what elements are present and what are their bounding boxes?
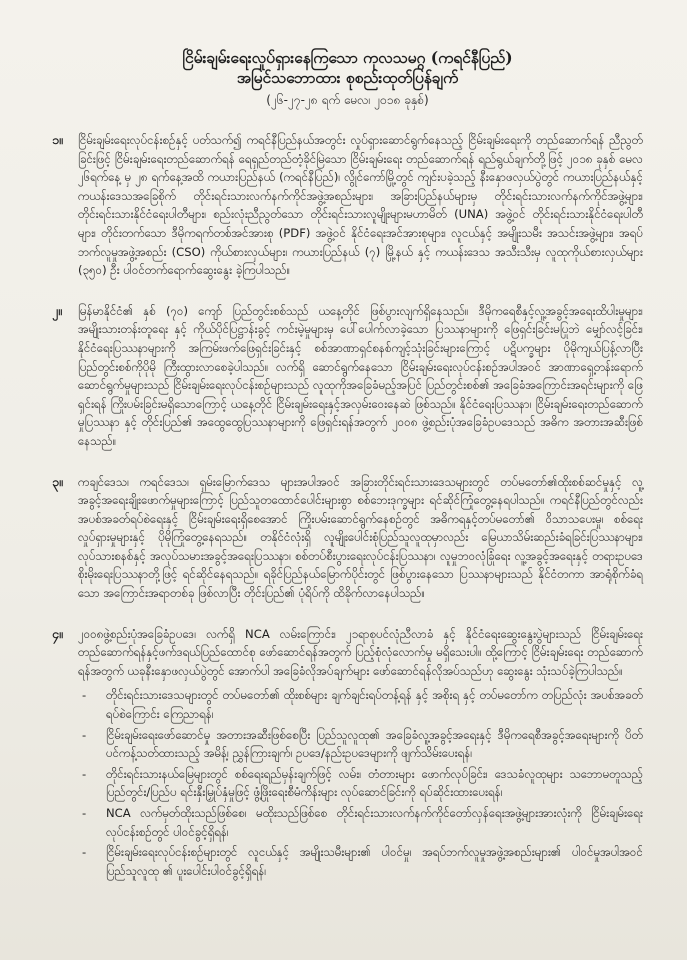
paragraph-1	[52, 131, 643, 280]
list-item	[78, 843, 643, 880]
bullet-marker: -	[82, 727, 87, 742]
paragraph-text: မြန်မာနိုင်ငံ၏ နှစ် (၇၀) ကျော် ပြည်တွင်းစစ်သည် ယနေ့တိုင် ဖြစ်ပွားလျက်ရှိနေသည်။ ဒီမိုကရေစီနှင့်လူ့အခွင့်အရေးထိပါးမှုများ၊ အမျိုးသားတန်းတူရေး နှင့် ကိုယ်ပိုင်ပြဋ္ဌာန်းခွင့် ကင်းမဲ့မှုများမှ ပေါ်ပေါက်လာခဲ့သော ပြဿနာများကို ဖြေရှင်းခြင်းမပြုဘဲ မျှော်လင့်ခြင်း၊ နိုင်ငံရေးပြဿနာများကို အကြမ်းဖက်ဖြေရှင်းခြင်းနှင့် စစ်အာဏာရှင်စနစ်ကျင့်သုံးခြင်းများကြောင့် ပဋိပက္ခများ ပိုမိုကျယ်ပြန့်လာပြီး ပြည်တွင်းစစ်ကိုပိုမို ကြီးထွားလာစေခဲ့ပါသည်။ လက်ရှိ ဆောင်ရွက်နေသော ငြိမ်းချမ်းရေးလုပ်ငန်းစဉ်အပါအဝင် အာဏာရှေ့တန်းရောက်ဆောင်ရွက်မှုများသည် ငြိမ်းချမ်းရေးလုပ်ငန်းစဉ်များသည် လူထုကိုအခြေခံမည့်အပြင် ပြည်တွင်းစစ်၏ အခြေခံအကြောင်းအရင်းများကို ဖြေရှင်းရန် ကြိုးပမ်းခြင်းမရှိသောကြောင့် ယနေ့တိုင် ငြိမ်းချမ်းရေးနှင့်အလှမ်းဝေးနေဆဲ ဖြစ်သည်။ နိုင်ငံရေးပြဿနာ၊ ငြိမ်းချမ်းရေးတည်ဆောက်မှုပြဿနာ နှင့် တိုင်းပြည်၏ အထွေထွေပြဿနာများကို ဖြေရှင်းရန်အတွက် ၂၀၀၈ ဖွဲ့စည်းပုံအခြေခံဥပဒေသည် အဓိက အတားအဆီးဖြစ်နေသည်။	[78, 303, 643, 448]
document-subtitle: အမြင်သဘောထား စုစည်းထုတ်ပြန်ချက်	[236, 68, 459, 87]
paragraph-number: ၁။	[52, 132, 63, 147]
list-item-text: တိုင်းရင်းသားဒေသများတွင် တပ်မတော်၏ ထိုးစစ်များ ချက်ချင်းရပ်တန့်ရန် နှင့် အစိုးရ နှင့် တပ်မတော်က တပြည်လုံး အပစ်အခတ်ရပ်စဲကြောင်း ကြေညာရန်၊	[106, 688, 643, 722]
list-item-text: တိုင်းရင်းသားနယ်မြေများတွင် စစ်ရေးရည်မှန်းချက်ဖြင့် လမ်း၊ တံတားများ ဖောက်လုပ်ခြင်း၊ ဒေသခံလူထုများ သဘောမတူသည့် ပြည်တွင်း/ပြည်ပ ရင်းနှီးမြှုပ်နှံမှုဖြင့် ဖွံ့ဖြိုးရေးစီမံကိန်းများ လုပ်ဆောင်ခြင်းကို ရပ်ဆိုင်းထားပေးရန်၊	[106, 766, 643, 800]
paragraph-text: ကချင်ဒေသ၊ ကရင်ဒေသ၊ ရှမ်းမြောက်ဒေသ များအပါအဝင် အခြားတိုင်းရင်းသားဒေသများတွင် တပ်မတော်၏ထိုးစစ်ဆင်မှုနှင့် လူ့အခွင့်အရေးချိုးဖောက်မှုများကြောင့် ပြည်သူတထောင်ပေါင်းများစွာ စစ်ဘေးဒုက္ခများ ရင်ဆိုင်ကြုံတွေ့နေရပါသည်။ ကရင်နီပြည်တွင်လည်း အပစ်အခတ်ရပ်စဲရေးနှင့် ငြိမ်းချမ်းရေးရှိစေအောင် ကြိုးပမ်းဆောင်ရွက်နေစဉ်တွင် အဓိကရနှင့်တပ်မတော်၏ ဝိသာသပေးမှု၊ စစ်ရေးလှုပ်ရှားမှုများနှင့် ပိုမိုကြုံတွေ့နေရသည်။ တနိုင်ငံလုံးရှိ လူမျိုးပေါင်းစုံပြည်သူလူထုမှာလည်း မြေယာသိမ်းဆည်းခံရခြင်းပြဿနာများ၊ လုပ်သားစနစ်နှင့် အလုပ်သမားအခွင့်အရေးပြဿနာ၊ စစ်တပ်စီးပွားရေးလုပ်ငန်းပြဿနာ၊ လူမှုဘဝလုံခြုံရေး လူ့အခွင့်အရေးနှင့် တရားဥပဒေ စိုးမိုးရေးပြဿနာတို့ဖြင့် ရင်ဆိုင်နေရသည်။ ရခိုင်ပြည်နယ်မြောက်ပိုင်းတွင် ဖြစ်ပွားနေသော ပြဿနာများသည် နိုင်ငံတကာ အာရုံစိုက်ခံရသော အကြောင်းအရာတစ်ခု ဖြစ်လာပြီး တိုင်းပြည်၏ ပုံရိပ်ကို ထိခိုက်လာနေပါသည်။	[78, 474, 643, 601]
document-date: (၂၆-၂၇-၂၈ ရက် မေလ၊ ၂၀၁၈ ခုနှစ်)	[266, 93, 429, 107]
paragraph-2	[52, 302, 643, 451]
list-item	[78, 686, 643, 723]
bullet-marker: -	[82, 766, 87, 781]
paragraph-3	[52, 473, 643, 603]
document-title: ငြိမ်းချမ်းရေးလှုပ်ရှားနေကြသော ကုလသမဂ္ဂ (ကရင်နီပြည်)	[182, 48, 513, 67]
list-item-text: ငြိမ်းချမ်းရေးလုပ်ငန်းစဉ်များတွင် လူငယ်နှင့် အမျိုးသမီးများ၏ ပါဝင်မှု၊ အရပ်ဘက်လူမှုအဖွဲ့အစည်းများ၏ ပါဝင်မှုအပါအဝင် ပြည်သူလူထု ၏ ပူးပေါင်းပါဝင်ခွင့်ရှိရန်၊	[106, 845, 643, 878]
list-item	[78, 726, 643, 763]
paragraph-number: ၂။	[52, 302, 62, 318]
bullet-marker: -	[82, 845, 87, 860]
paragraph-number: ၃။	[52, 473, 63, 489]
list-item	[78, 765, 643, 802]
list-item	[78, 804, 643, 841]
list-item-text: NCA လက်မှတ်ထိုးသည်ဖြစ်စေ၊ မထိုးသည်ဖြစ်စေ တိုင်းရင်းသားလက်နက်ကိုင်တော်လှန်ရေးအဖွဲ့များအားလုံးကို ငြိမ်းချမ်းရေး လုပ်ငန်းစဉ်တွင် ပါဝင်ခွင့်ရှိရန်၊	[106, 806, 643, 839]
paragraph-4	[52, 625, 643, 681]
bullet-marker: -	[82, 688, 87, 703]
bullet-marker: -	[82, 806, 87, 820]
demands-list	[52, 686, 643, 880]
list-item-text: ငြိမ်းချမ်းရေးဖော်ဆောင်မှု အတားအဆီးဖြစ်စေပြီး ပြည်သူလူထု၏ အခြေခံလူ့အခွင့်အရေးနှင့် ဒီမိုကရေစီအခွင့်အရေးများကို ပိတ်ပင်ကန့်သတ်ထားသည့် အမိန့်၊ ညွှန်ကြားချက်၊ ဥပဒေ/နည်းဥပဒေများကို ဖျက်သိမ်းပေးရန်၊	[106, 727, 643, 761]
paragraph-text: ငြိမ်းချမ်းရေးလုပ်ငန်းစဉ်နှင့် ပတ်သက်၍ ကရင်နီပြည်နယ်အတွင်း လှုပ်ရှားဆောင်ရွက်နေသည့် ငြိမ်းချမ်းရေးကို တည်ဆောက်ရန် ညီညွတ်ခြင်းဖြင့် ငြိမ်းချမ်းရေးတည်ဆောက်ရန် ရေရှည်တည်တံ့ခိုင်မြဲသော ငြိမ်းချမ်းရေး တည်ဆောက်ရန် ရည်ရွယ်ချက်တို့ဖြင့် ၂၀၁၈ ခုနှစ် မေလ ၂၆ရက်နေ့ မှ ၂၈ ရက်နေ့အထိ ကယားပြည်နယ် (ကရင်နီပြည်)၊ လွိုင်ကော်မြို့တွင် ကျင်းပခဲ့သည့် နီးနှောဖလှယ်ပွဲတွင် ကယားပြည်နယ်နှင့်ကယန်းဒေသအခြေစိုက် တိုင်းရင်းသားလက်နက်ကိုင်အဖွဲ့အစည်းများ၊ အခြားပြည်နယ်များမှ တိုင်းရင်းသားလက်နက်ကိုင်အဖွဲ့များ၊ တိုင်းရင်းသားနိုင်ငံရေးပါတီများ၊ စည်းလုံးညီညွတ်သော တိုင်းရင်းသားလူမျိုးများမဟာမိတ် (UNA) အဖွဲ့ဝင် တိုင်းရင်းသားနိုင်ငံရေးပါတီများ၊ တိုင်းတက်သော ဒီမိုကရက်တစ်အင်အားစု (PDF) အဖွဲ့ဝင် နိုင်ငံရေးအင်အားစုများ၊ လူငယ်နှင့် အမျိုးသမီး အသင်းအဖွဲ့များ၊ အရပ်ဘက်လူမှုအဖွဲ့အစည်း (CSO) ကိုယ်စားလှယ်များ၊ ကယားပြည်နယ် (၇) မြို့နယ် နှင့် ကယန်းဒေသ အသီးသီးမှ လူထုကိုယ်စားလှယ်များ (၃၅၀) ဦး ပါဝင်တက်ရောက်ဆွေးနွေး ခဲ့ကြပါသည်။	[78, 133, 643, 278]
paragraph-number: ၄။	[52, 625, 63, 641]
document-header	[52, 48, 643, 109]
paragraph-text: ၂၀၀၈ဖွဲ့စည်းပုံအခြေခံဥပဒေ၊ လက်ရှိ NCA လမ်းကြောင်း၊ ၂၁ရာစုပင်လုံညီလာခံ နှင့် နိုင်ငံရေးဆွေးနွေးပွဲများသည် ငြိမ်းချမ်းရေး တည်ဆောက်ရန်နှင့်ဖက်ဒရယ်ပြည်ထောင်စု ဖော်ဆောင်ရန်အတွက် ပြည့်စုံလုံလောက်မှု မရှိသေးပါ။ ထို့ကြောင့် ငြိမ်းချမ်းရေး တည်ဆောက်ရန်အတွက် ယခုနီးနှောဖလှယ်ပွဲတွင် အောက်ပါ အခြေခံလိုအပ်ချက်များ ဖော်ဆောင်ရန်လိုအပ်သည်ဟု ဆွေးနွေး သုံးသပ်ခဲ့ကြပါသည်။	[78, 626, 643, 678]
